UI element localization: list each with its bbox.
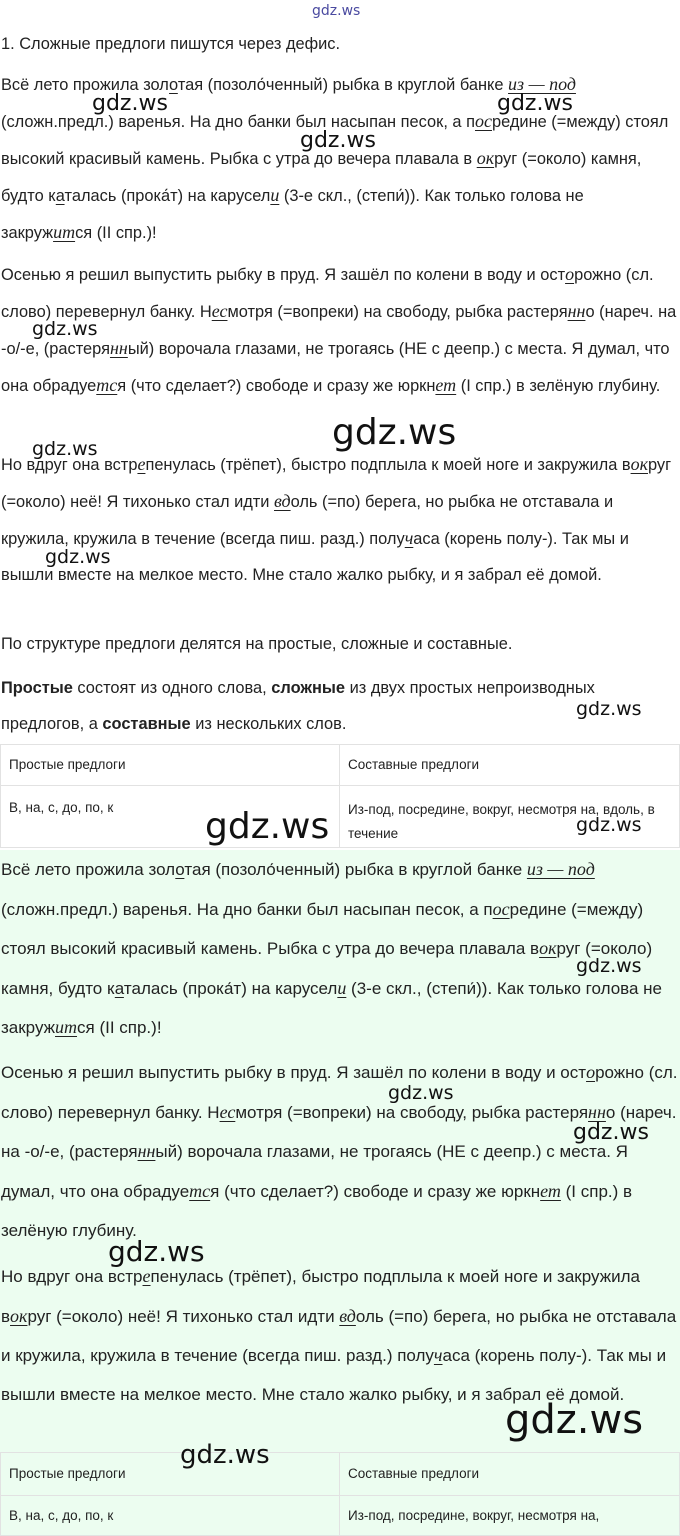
highlighted-spelling: из — под [508, 74, 576, 94]
text-segment: руг (=около) неё! Я тихонько стал идти [1, 456, 672, 511]
table-cell-simple: В, на, с, до, по, к [1, 786, 340, 848]
text-segment: руг (=около) камня, будто к [1, 939, 653, 998]
underlined-letter: о [175, 860, 185, 879]
text-segment: мотря (=вопреки) на свободу, рыбка растеря [235, 1102, 589, 1122]
text-segment: (I спр.) в зелёную глубину. [1, 1181, 633, 1240]
table-cell-simple: В, на, с, до, по, к [1, 1496, 340, 1536]
highlighted-spelling: ч [433, 1345, 443, 1365]
highlighted-spelling: и [270, 185, 280, 205]
text-segment: я (что сделает?) свободе и сразу же юркн [210, 1181, 541, 1201]
highlighted-spelling: ок [539, 938, 557, 958]
bold-term: сложные [271, 679, 346, 697]
text-segment: редине (=между) стоял высокий красивый камень. Рыбка с утра до вечера плавала в [1, 113, 669, 168]
highlighted-spelling: ес [219, 1101, 236, 1122]
text-segment: рожно (сл. слово) перевернул банку. Н [1, 266, 654, 321]
text-segment: Всё лето прожила зол [1, 76, 170, 94]
text-segment: (3-е скл., (степи́)). Как только голова не закруж [1, 978, 663, 1037]
s2-paragraph-1 [1, 850, 678, 1048]
highlighted-spelling: ок [630, 454, 648, 474]
text-segment: Но вдруг она встр [1, 456, 138, 474]
highlighted-spelling: ок [476, 148, 495, 168]
watermark: gdz.ws [180, 1440, 270, 1470]
s2-paragraph-2 [1, 1053, 678, 1251]
highlighted-spelling: ос [474, 111, 492, 131]
highlighted-spelling: ет [435, 375, 457, 395]
highlighted-spelling: ес [211, 301, 228, 321]
watermark: gdz.ws [573, 1120, 649, 1145]
text-segment: талась (прока́т) на карусел [64, 187, 271, 205]
text-segment: оль (=по) берега, но рыбка не отставала и кружила, кружила в течение (всегда пиш. разд.) полу [1, 1306, 677, 1365]
highlighted-spelling: вд [339, 1305, 356, 1326]
text-segment: аса (корень полу-). Так мы и вышли вместе на мелкое место. Мне стало жалко рыбку, и я забрал её домой. [1, 530, 629, 584]
text-segment: тая (позоло́ченный) рыбка в круглой банке [184, 860, 527, 879]
highlighted-spelling: ч [404, 528, 414, 548]
text-segment: о (нареч. на -о/-е, (растеря [1, 303, 677, 358]
highlighted-spelling: вд [274, 491, 291, 511]
text-segment: руг (=около) неё! Я тихонько стал идти [27, 1306, 340, 1326]
text-segment: пенулась (трёпет), быстро подплыла к моей ноге и закружила в [145, 456, 631, 474]
watermark: gdz.ws [32, 318, 98, 340]
text-segment: оль (=по) берега, но рыбка не отставала и кружила, кружила в течение (всегда пиш. разд.) полу [1, 493, 614, 548]
watermark: gdz.ws [505, 1397, 644, 1443]
text-segment: Но вдруг она встр [1, 1267, 143, 1286]
text-segment: мотря (=вопреки) на свободу, рыбка растеря [227, 303, 568, 321]
table-header-simple: Простые предлоги [1, 1453, 340, 1496]
watermark: gdz.ws [576, 698, 642, 720]
highlighted-spelling: е [142, 1266, 151, 1286]
text-segment: ый) ворочала глазами, не трогаясь (НЕ с деепр.) с места. Я думал, что она обрадуе [1, 1142, 628, 1201]
watermark: gdz.ws [300, 128, 376, 153]
rule-heading: 1. Сложные предлоги пишутся через дефис. [1, 35, 341, 53]
watermark: gdz.ws [45, 546, 111, 568]
text-segment: (I спр.) в зелёную глубину. [456, 377, 661, 395]
text-segment: ый) ворочала глазами, не трогаясь (НЕ с деепр.) с места. Я думал, что она обрадуе [1, 340, 670, 395]
watermark: gdz.ws [108, 1235, 205, 1268]
text-segment: пенулась (трёпет), быстро подплыла к моей ноге и закружила в [1, 1267, 640, 1326]
s1-paragraph-3 [1, 446, 678, 593]
site-logo[interactable]: gdz.ws [312, 3, 361, 19]
text-segment: Как только голова не закруж [1, 187, 584, 242]
table-cell-compound: Из-под, посредине, вокруг, несмотря на, [340, 1496, 680, 1536]
highlighted-spelling: тс [96, 375, 118, 395]
watermark: gdz.ws [576, 814, 642, 836]
watermark: gdz.ws [32, 438, 98, 460]
bold-term: Простые [1, 679, 73, 697]
text-segment: рожно (сл. слово) перевернул банку. Н [1, 1063, 678, 1122]
watermark: gdz.ws [388, 1082, 454, 1104]
table-cell-compound: Из-под, посредине, вокруг, несмотря на, вдоль, в течение [340, 786, 680, 848]
highlighted-spelling: е [137, 454, 146, 474]
s1-paragraph-2 [1, 256, 678, 404]
text-segment: состоят из одного слова, [72, 679, 272, 697]
text-segment: тая (позоло́ченный) рыбка в круглой банке [177, 76, 509, 94]
highlighted-spelling: ет [540, 1180, 561, 1201]
structure-line: По структуре предлоги делятся на простые, сложные и составные. [1, 635, 513, 653]
underlined-letter: а [114, 978, 124, 998]
text-segment: (сложн.предл.) варенья. На дно банки был насыпан песок, а п [1, 899, 493, 919]
highlighted-spelling: нн [137, 1141, 156, 1161]
highlighted-spelling: ит [53, 222, 76, 242]
table-header-compound: Составные предлоги [340, 745, 680, 786]
highlighted-spelling: о [565, 264, 575, 284]
table-header-compound: Составные предлоги [340, 1453, 680, 1496]
text-segment: аса (корень полу-). Так мы и вышли вместе на мелкое место. Мне стало жалко рыбку, и я забрал её домой. [1, 1346, 667, 1404]
highlighted-spelling: из — под [526, 859, 595, 879]
highlighted-spelling: нн [567, 301, 586, 321]
highlighted-spelling: и [337, 977, 347, 998]
underlined-letter: о [169, 76, 178, 94]
text-segment: о (нареч. на -о/-е, (растеря [1, 1102, 677, 1161]
text-segment: Осенью я решил выпустить рыбку в пруд. Я зашёл по колени в воду и ост [1, 1063, 587, 1082]
highlighted-spelling: ос [492, 898, 510, 919]
text-segment: ся (II спр.)! [77, 1018, 162, 1037]
text-segment: талась (прока́т) на карусел [123, 978, 338, 998]
text-segment: ся (II спр.)! [75, 224, 157, 242]
table-header-simple: Простые предлоги [1, 745, 340, 786]
s2-prepositions-table [0, 1452, 680, 1536]
highlighted-spelling: нн [109, 338, 128, 358]
highlighted-spelling: тс [189, 1180, 211, 1201]
watermark: gdz.ws [497, 91, 573, 116]
watermark: gdz.ws [92, 91, 168, 116]
text-segment: я (что сделает?) свободе и сразу же юркн [117, 377, 436, 395]
highlighted-spelling: о [586, 1062, 596, 1082]
text-segment: (3-е скл., (степи́)). [279, 187, 420, 205]
underlined-letter: а [55, 187, 65, 205]
text-segment: руг (=около) камня, будто к [1, 150, 642, 205]
text-segment: из двух простых непроизводных предлогов, а [1, 679, 595, 733]
highlighted-spelling: ит [55, 1017, 78, 1037]
highlighted-spelling: ок [10, 1305, 28, 1326]
text-segment: Всё лето прожила зол [1, 860, 176, 879]
highlighted-spelling: нн [588, 1101, 606, 1122]
text-segment: (сложн.предл.) варенья. На дно банки был насыпан песок, а п [1, 113, 475, 131]
text-segment: из нескольких слов. [190, 715, 347, 733]
watermark: gdz.ws [205, 806, 330, 847]
s2-paragraph-3 [1, 1257, 678, 1414]
bold-term: составные [102, 715, 191, 733]
watermark: gdz.ws [332, 412, 457, 453]
text-segment: Осенью я решил выпустить рыбку в пруд. Я зашёл по колени в воду и ост [1, 266, 566, 284]
watermark: gdz.ws [576, 955, 642, 977]
text-segment: редине (=между) стоял высокий красивый камень. Рыбка с утра до вечера плавала в [1, 899, 644, 958]
